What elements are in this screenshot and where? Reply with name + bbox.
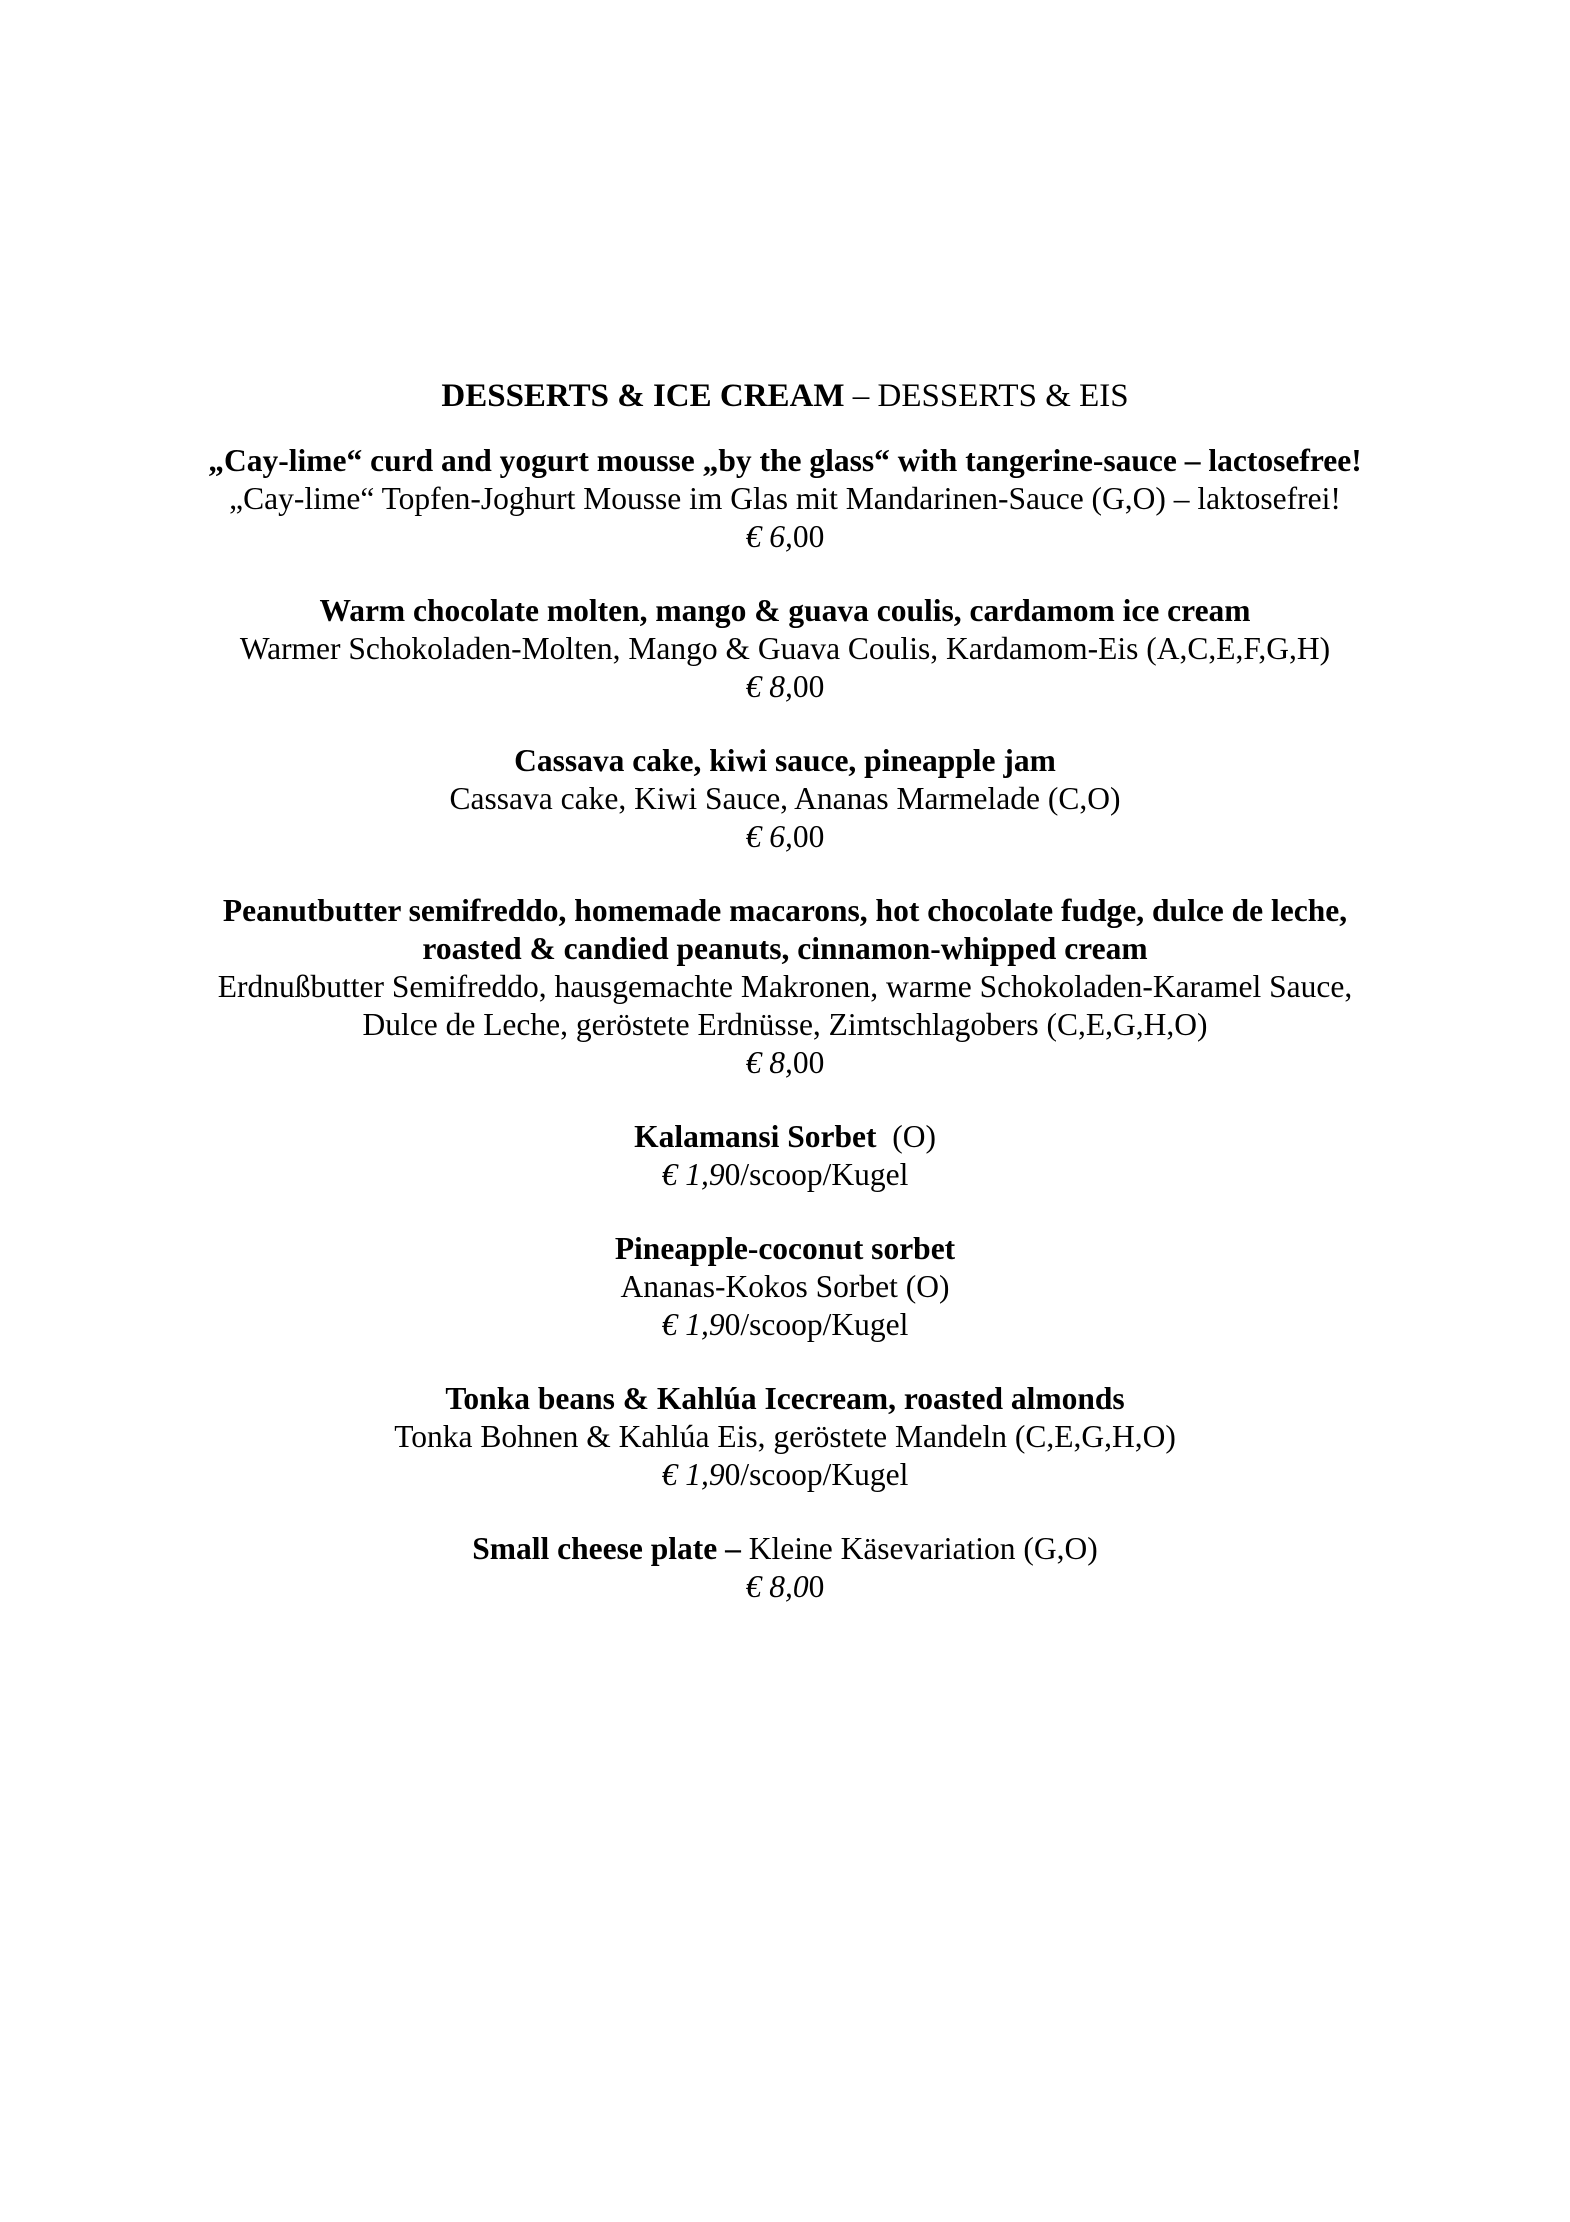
item-price xyxy=(100,518,1470,556)
price-regular: 0/scoop/Kugel xyxy=(724,1457,909,1492)
item-name-english: Small cheese plate xyxy=(472,1531,718,1566)
item-name-english-line-1: Peanutbutter semifreddo, homemade macarons, hot chocolate fudge, dulce de leche, xyxy=(222,893,1348,928)
heading-english: DESSERTS & ICE CREAM xyxy=(441,378,845,414)
item-name-english: Kalamansi Sorbet xyxy=(634,1119,877,1154)
item-name-english: „Cay-lime“ curd and yogurt mousse „by the glass“ with tangerine-sauce – lactosefree! xyxy=(208,443,1362,478)
menu-item-small-cheese-plate xyxy=(100,1530,1470,1606)
price-regular: 00 xyxy=(792,519,825,554)
item-name-line xyxy=(100,1530,1470,1568)
item-name-english: Tonka beans & Kahlúa Icecream, roasted almonds xyxy=(445,1381,1125,1416)
price-italic: € 1,9 xyxy=(661,1307,725,1342)
price-italic: € 8,0 xyxy=(745,1569,809,1604)
menu-item-cassava-cake xyxy=(100,742,1470,856)
item-name-english: Pineapple-coconut sorbet xyxy=(614,1231,956,1266)
menu-item-pineapple-coconut-sorbet xyxy=(100,1230,1470,1344)
heading-separator: – xyxy=(844,378,878,414)
item-name-english: Cassava cake, kiwi sauce, pineapple jam xyxy=(514,743,1056,778)
price-italic: € 1,9 xyxy=(661,1457,725,1492)
item-price xyxy=(100,1306,1470,1344)
item-name-german: Tonka Bohnen & Kahlúa Eis, geröstete Mandeln (C,E,G,H,O) xyxy=(394,1419,1176,1454)
item-name-line xyxy=(100,1118,1470,1156)
item-allergens: (O) xyxy=(876,1119,936,1154)
item-name-german-line-1: Erdnußbutter Semifreddo, hausgemachte Makronen, warme Schokoladen-Karamel Sauce, xyxy=(217,969,1353,1004)
price-regular: 0/scoop/Kugel xyxy=(724,1157,909,1192)
heading-german: DESSERTS & EIS xyxy=(877,378,1129,414)
item-name-german-line-2: Dulce de Leche, geröstete Erdnüsse, Zimtschlagobers (C,E,G,H,O) xyxy=(362,1007,1208,1042)
price-regular: 0 xyxy=(808,1569,825,1604)
price-italic: € 6, xyxy=(745,519,793,554)
menu-item-kalamansi-sorbet xyxy=(100,1118,1470,1194)
item-price xyxy=(100,818,1470,856)
item-name-english-line-2: roasted & candied peanuts, cinnamon-whipped cream xyxy=(422,931,1148,966)
item-price xyxy=(100,1044,1470,1082)
price-italic: € 1,9 xyxy=(661,1157,725,1192)
menu-item-cay-lime-mousse xyxy=(100,442,1470,556)
item-price xyxy=(100,668,1470,706)
price-italic: € 6, xyxy=(745,819,793,854)
item-name-german: „Cay-lime“ Topfen-Joghurt Mousse im Glas mit Mandarinen-Sauce (G,O) – laktosefrei! xyxy=(229,481,1341,516)
item-name-german: Cassava cake, Kiwi Sauce, Ananas Marmelade (C,O) xyxy=(449,781,1121,816)
item-separator: – xyxy=(717,1531,749,1566)
item-name-german: Kleine Käsevariation (G,O) xyxy=(748,1531,1098,1566)
menu-item-chocolate-molten xyxy=(100,592,1470,706)
menu-heading xyxy=(100,376,1470,416)
price-regular: 00 xyxy=(792,819,825,854)
item-price xyxy=(100,1568,1470,1606)
item-name-german: Ananas-Kokos Sorbet (O) xyxy=(620,1269,950,1304)
menu-item-peanutbutter-semifreddo xyxy=(100,892,1470,1082)
item-name-german: Warmer Schokoladen-Molten, Mango & Guava Coulis, Kardamom-Eis (A,C,E,F,G,H) xyxy=(239,631,1331,666)
price-regular: 00 xyxy=(792,669,825,704)
item-price xyxy=(100,1456,1470,1494)
menu-item-tonka-kahlua-icecream xyxy=(100,1380,1470,1494)
price-regular: 0/scoop/Kugel xyxy=(724,1307,909,1342)
price-italic: € 8, xyxy=(745,669,793,704)
item-name-english: Warm chocolate molten, mango & guava coulis, cardamom ice cream xyxy=(319,593,1251,628)
price-italic: € 8, xyxy=(745,1045,793,1080)
dessert-menu xyxy=(100,376,1470,1642)
price-regular: 00 xyxy=(792,1045,825,1080)
item-price xyxy=(100,1156,1470,1194)
